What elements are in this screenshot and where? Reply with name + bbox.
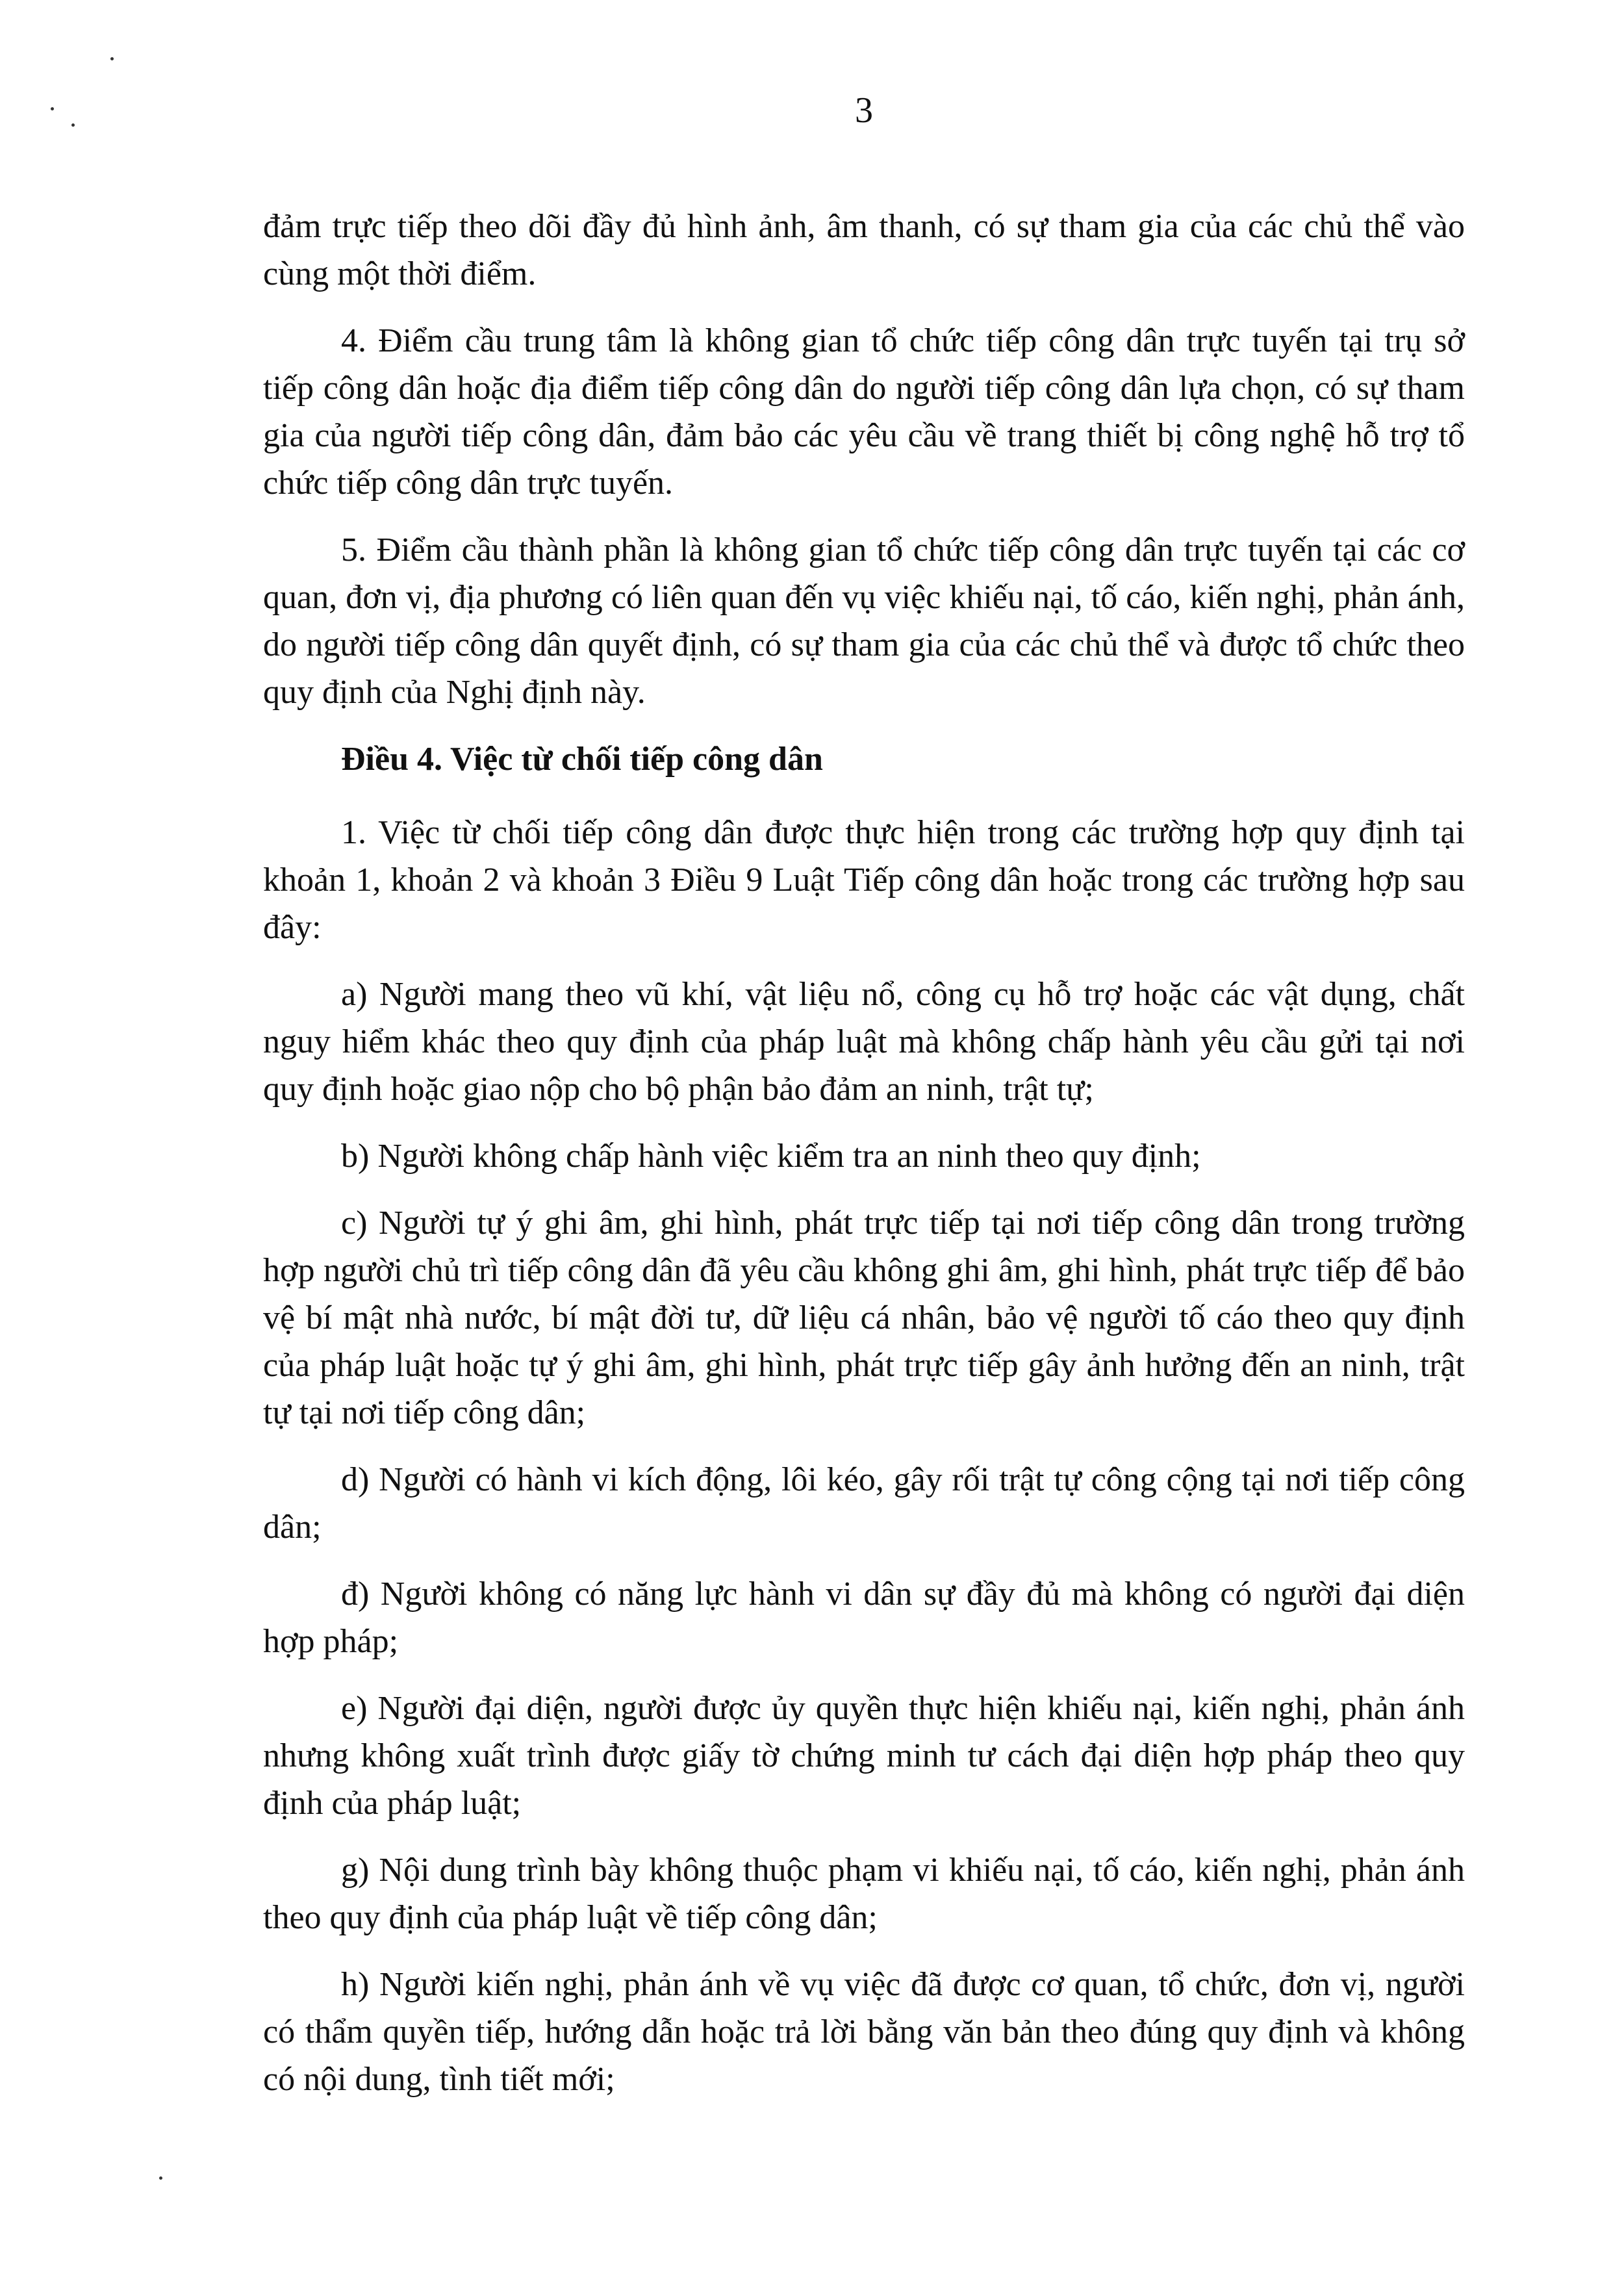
- paragraph-point-h: h) Người kiến nghị, phản ánh về vụ việc đã được cơ quan, tổ chức, đơn vị, người có thẩm quyền tiếp, hướng dẫn hoặc trả lời bằng văn bản theo đúng quy định và không có nội dung, tình tiết mới;: [263, 1966, 1465, 2098]
- paragraph-point-dd: đ) Người không có năng lực hành vi dân sự đầy đủ mà không có người đại diện hợp pháp;: [263, 1575, 1465, 1660]
- scan-speck: [159, 2176, 162, 2180]
- paragraph-point-b: b) Người không chấp hành việc kiểm tra an ninh theo quy định;: [341, 1138, 1201, 1175]
- scan-speck: [110, 57, 114, 60]
- paragraph-article-4-clause-1: 1. Việc từ chối tiếp công dân được thực hiện trong các trường hợp quy định tại khoản 1, khoản 2 và khoản 3 Điều 9 Luật Tiếp công dân hoặc trong các trường hợp sau đây:: [263, 814, 1465, 946]
- paragraph-point-g: g) Nội dung trình bày không thuộc phạm vi khiếu nại, tố cáo, kiến nghị, phản ánh theo quy định của pháp luật về tiếp công dân;: [263, 1852, 1465, 1936]
- paragraph-point-d: d) Người có hành vi kích động, lôi kéo, gây rối trật tự công cộng tại nơi tiếp công dân;: [263, 1461, 1465, 1546]
- page-number: 3: [855, 90, 873, 131]
- paragraph-continuation: đảm trực tiếp theo dõi đầy đủ hình ảnh, âm thanh, có sự tham gia của các chủ thể vào cùng một thời điểm.: [263, 208, 1465, 292]
- paragraph-clause-5: 5. Điểm cầu thành phần là không gian tổ chức tiếp công dân trực tuyến tại các cơ quan, đơn vị, địa phương có liên quan đến vụ việc khiếu nại, tố cáo, kiến nghị, phản ánh, do người tiếp công dân quyết định, có sự tham gia của các chủ thể và được tổ chức theo quy định của Nghị định này.: [263, 531, 1465, 711]
- paragraph-point-e: e) Người đại diện, người được ủy quyền thực hiện khiếu nại, kiến nghị, phản ánh nhưng không xuất trình được giấy tờ chứng minh tư cách đại diện hợp pháp theo quy định của pháp luật;: [263, 1690, 1465, 1822]
- paragraph-point-c: c) Người tự ý ghi âm, ghi hình, phát trực tiếp tại nơi tiếp công dân trong trường hợp người chủ trì tiếp công dân đã yêu cầu không ghi âm, ghi hình, phát trực tiếp để bảo vệ bí mật nhà nước, bí mật đời tư, dữ liệu cá nhân, bảo vệ người tố cáo theo quy định của pháp luật hoặc tự ý ghi âm, ghi hình, phát trực tiếp gây ảnh hưởng đến an ninh, trật tự tại nơi tiếp công dân;: [263, 1205, 1465, 1431]
- article-heading: Điều 4. Việc từ chối tiếp công dân: [341, 741, 823, 778]
- paragraph-point-a: a) Người mang theo vũ khí, vật liệu nổ, công cụ hỗ trợ hoặc các vật dụng, chất nguy hiểm khác theo quy định của pháp luật mà không chấp hành yêu cầu gửi tại nơi quy định hoặc giao nộp cho bộ phận bảo đảm an ninh, trật tự;: [263, 976, 1465, 1108]
- paragraph-clause-4: 4. Điểm cầu trung tâm là không gian tổ chức tiếp công dân trực tuyến tại trụ sở tiếp công dân hoặc địa điểm tiếp công dân do người tiếp công dân lựa chọn, có sự tham gia của người tiếp công dân, đảm bảo các yêu cầu về trang thiết bị công nghệ hỗ trợ tổ chức tiếp công dân trực tuyến.: [263, 322, 1465, 502]
- document-body: [263, 203, 1465, 2123]
